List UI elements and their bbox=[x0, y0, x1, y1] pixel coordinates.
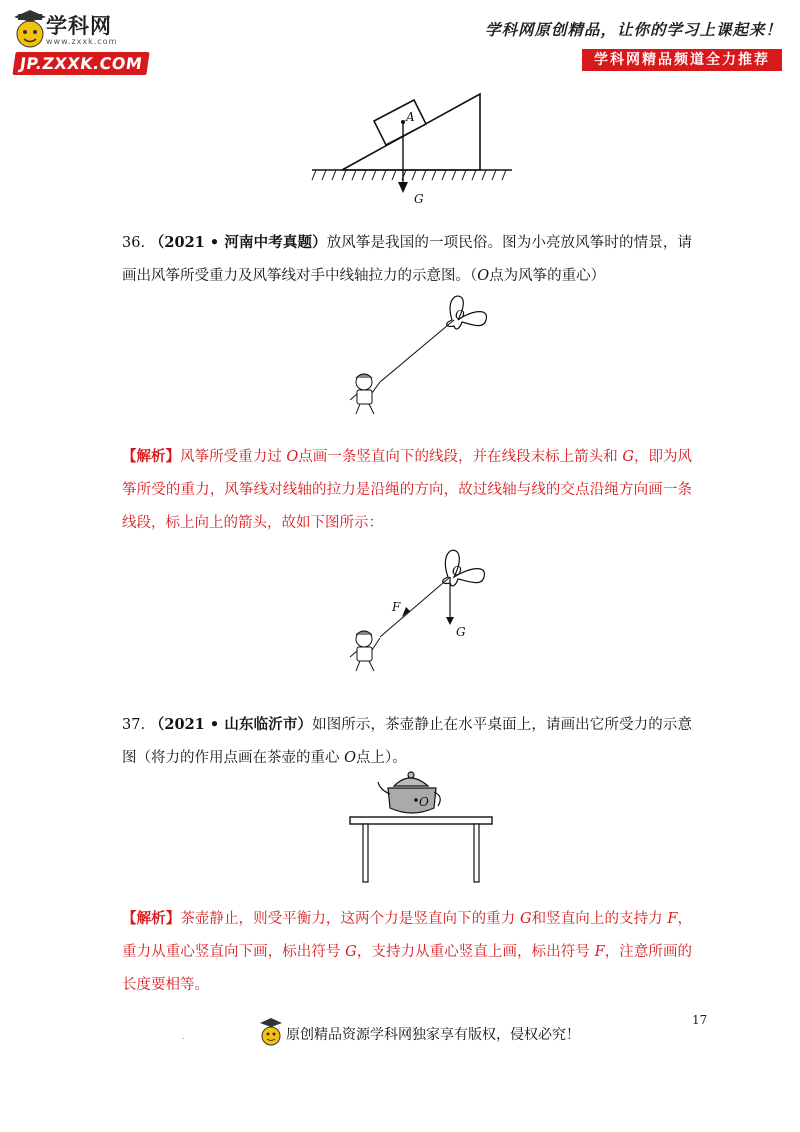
analysis-text: ，注意所画的长度要相等。 bbox=[122, 944, 693, 993]
ground-hatching bbox=[312, 170, 506, 180]
symbol-g: G bbox=[622, 449, 634, 465]
table-top bbox=[350, 817, 492, 824]
figure-incline bbox=[312, 92, 522, 207]
label-g: G bbox=[456, 625, 466, 639]
logo-name: 学科网 bbox=[46, 14, 112, 38]
symbol-g: G bbox=[345, 944, 357, 960]
logo-url-badge[interactable]: JP.ZXXK.COM bbox=[12, 52, 150, 75]
child-figure bbox=[350, 631, 380, 671]
teapot bbox=[378, 772, 440, 813]
analysis-37 bbox=[122, 902, 692, 1002]
page-number: 17 bbox=[692, 1013, 708, 1027]
table-leg-left bbox=[363, 824, 368, 882]
footer-mascot-icon bbox=[258, 1016, 284, 1050]
symbol-o: O bbox=[477, 268, 490, 284]
label-g: G bbox=[414, 192, 424, 206]
header-slogan: 学科网原创精品，让你的学习上课起来！ bbox=[484, 20, 782, 39]
question-text: 放风筝是我国的一项民俗。图为小亮放风筝时的情景，请画出风筝所受重力及风筝线对手中线轴拉力的示意图。（ bbox=[122, 235, 692, 284]
analysis-text: 点画一条竖直向下的线段，并在线段末标上箭头和 bbox=[298, 449, 623, 465]
analysis-text: 和竖直向上的支持力 bbox=[531, 911, 668, 927]
symbol-o: O bbox=[286, 449, 299, 465]
label-a: A bbox=[406, 110, 415, 124]
copyright-notice: 原创精品资源学科网独家享有版权，侵权必究！ bbox=[286, 1027, 580, 1043]
symbol-g: G bbox=[519, 911, 532, 927]
question-text: 点上）。 bbox=[356, 750, 407, 766]
block-a bbox=[374, 100, 426, 145]
question-source: （2021 • 河南中考真题） bbox=[149, 234, 327, 251]
kite-shape bbox=[447, 296, 487, 329]
label-o: O bbox=[455, 308, 465, 322]
kite-shape bbox=[443, 550, 485, 586]
analysis-tag: 【解析】 bbox=[122, 448, 181, 465]
logo-site: www.zxxk.com bbox=[46, 37, 118, 46]
figure-teapot bbox=[346, 768, 496, 883]
kite-string bbox=[380, 320, 454, 382]
header-banner: 学科网精品频道全力推荐 bbox=[582, 49, 782, 71]
label-o: O bbox=[419, 795, 429, 809]
analysis-text: ，支持力从重心竖直上画，标出符号 bbox=[356, 944, 595, 960]
question-source: （2021 • 山东临沂市） bbox=[149, 716, 313, 733]
question-37 bbox=[122, 708, 692, 775]
question-number: 37. bbox=[122, 717, 146, 733]
figure-kite bbox=[342, 290, 492, 420]
question-text: 点为风筝的重心） bbox=[489, 268, 606, 284]
analysis-text: 茶壶静止，则受平衡力，这两个力是竖直向下的重力 bbox=[180, 911, 520, 927]
question-number: 36. bbox=[122, 235, 146, 251]
question-36 bbox=[122, 226, 692, 293]
table-leg-right bbox=[474, 824, 479, 882]
footer-dot: . bbox=[182, 1032, 185, 1041]
analysis-text: ，即为风筝所受的重力，风筝线对线轴的拉力是沿绳的方向，故过线轴与线的交点沿绳方向画一条线段，标上向上的箭头，故如下图所示： bbox=[122, 449, 693, 531]
analysis-text: 风筝所受重力过 bbox=[180, 449, 287, 465]
symbol-f: F bbox=[667, 911, 678, 927]
symbol-o: O bbox=[344, 750, 356, 766]
figure-kite-answer bbox=[342, 545, 502, 690]
analysis-36 bbox=[122, 440, 692, 540]
label-o: O bbox=[452, 564, 462, 578]
analysis-text: ，重力从重心竖直向下画，标出符号 bbox=[122, 911, 693, 960]
label-f: F bbox=[392, 600, 401, 614]
question-text: 如图所示，茶壶静止在水平桌面上，请画出它所受力的示意图（将力的作用点画在茶壶的重心 bbox=[122, 717, 692, 766]
symbol-f: F bbox=[594, 944, 605, 960]
kite-string bbox=[380, 577, 450, 637]
child-figure bbox=[350, 374, 380, 414]
analysis-tag: 【解析】 bbox=[122, 910, 181, 927]
logo-mascot-icon bbox=[10, 8, 50, 54]
